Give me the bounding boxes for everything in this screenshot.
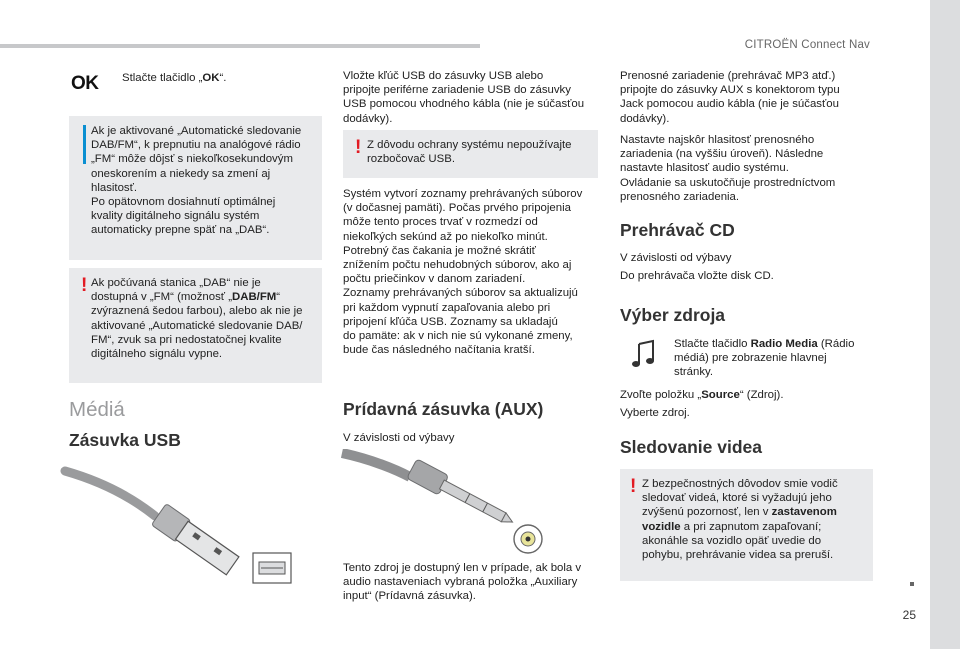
warning-exclamation-icon: ! [355,137,362,158]
page-edge-band [930,0,960,649]
select-source-text: Vyberte zdroj. [620,407,690,419]
system-paragraph: Systém vytvorí zoznamy prehrávaných súborov (v dočasnej pamäti). Počas prvého pripojenia môže tento proces trvať v rozmedzí od niekoľkých sekúnd až po niekoľko minút. Potrebný čas čakania je možné skrátiť znížením počtu nehudobných súborov, ako aj počtu priečinkov v danom zariadení. Zoznamy prehrávaných súborov sa aktualizujú pri každom vypnutí zapaľovania alebo pri pripojení kľúča USB. Zoznamy sa ukladajú do pamäte: ak v nich nie sú vykonané zmeny, bude čas následného načítania kratší. [343,188,583,357]
page-number: 25 [902,608,916,622]
cd-availability: V závislosti od výbavy [620,252,732,264]
brand-label: CITROËN Connect Nav [744,39,870,51]
source-heading: Výber zdroja [620,305,726,325]
continuation-marker [910,582,914,586]
music-note-icon [631,339,657,369]
warning-note-text: Ak počúvaná stanica „DAB“ nie je dostupná v „FM“ (možnosť „DAB/FM“ zvýraznená šedou farbou), alebo ak nie je aktivované „Automatické sledovanie DAB/ FM“, zvuk sa pri nedostatočnej kvalite digitálneho signálu vypne. [91,277,303,361]
choose-source-item: Zvoľte položku „Source“ (Zdroj). [620,389,784,401]
usb-heading: Zásuvka USB [69,430,181,450]
info-note-text: Ak je aktivované „Automatické sledovanie DAB/FM“, k prepnutiu na analógové rádio „FM“ môže dôjsť s niekoľkosekundovým oneskorením a niekedy sa zmení aj hlasitosť. Po opätovnom dosiahnutí optimálnej kvality digitálneho signálu systém automaticky prepne späť na „DAB“. [91,125,302,237]
video-heading: Sledovanie videa [620,437,763,457]
video-warning-text: Z bezpečnostných dôvodov smie vodič sledovať videá, ktoré si vyžadujú jeho zvýšenú pozornosť, len v zastavenom vozidle a pri zapnutom zapaľovaní; akonáhle sa vozidlo opäť uvedie do pohybu, prehrávanie videa sa preruší. [642,478,838,562]
cd-heading: Prehrávač CD [620,220,735,240]
info-bar-icon [83,125,86,164]
usb-warning-note [343,130,598,178]
aux-availability: V závislosti od výbavy [343,432,455,444]
usb-plug-illustration [60,461,310,591]
warning-exclamation-icon: ! [630,476,637,497]
aux-heading: Prídavná zásuvka (AUX) [343,399,544,419]
info-note [69,116,322,260]
usb-paragraph: Vložte kľúč USB do zásuvky USB alebo pripojte periférne zariadenie USB do zásuvky USB pomocou vhodného kábla (nie je súčasťou dodávky). [343,70,585,125]
warning-note [69,268,322,383]
video-warning-note [620,469,873,581]
warning-exclamation-icon: ! [81,275,88,296]
section-title: Médiá [69,398,125,421]
ok-button-symbol: OK [71,73,99,94]
ok-instruction: Stlačte tlačidlo „OK“. [122,72,227,84]
cd-insert-text: Do prehrávača vložte disk CD. [620,270,774,282]
jack-plug-illustration [340,449,555,559]
portable-paragraph: Prenosné zariadenie (prehrávač MP3 atď.) pripojte do zásuvky AUX s konektorom typu Jack pomocou audio kábla (nie je súčasťou dodávky). [620,70,840,125]
usb-warning-text: Z dôvodu ochrany systému nepoužívajte rozbočovač USB. [367,139,572,166]
volume-paragraph: Nastavte najskôr hlasitosť prenosného zariadenia (na vyššiu úroveň). Následne nastavte hlasitosť audio systému. Ovládanie sa uskutočňuje prostredníctvom prenosného zariadenia. [620,134,836,203]
source-instruction: Stlačte tlačidlo Radio Media (Rádio médiá) pre zobrazenie hlavnej stránky. [674,338,855,379]
aux-paragraph: Tento zdroj je dostupný len v prípade, ak bola v audio nastaveniach vybraná položka „Auxiliary input“ (Prídavná zásuvka). [343,562,582,603]
header-rule [0,44,480,48]
